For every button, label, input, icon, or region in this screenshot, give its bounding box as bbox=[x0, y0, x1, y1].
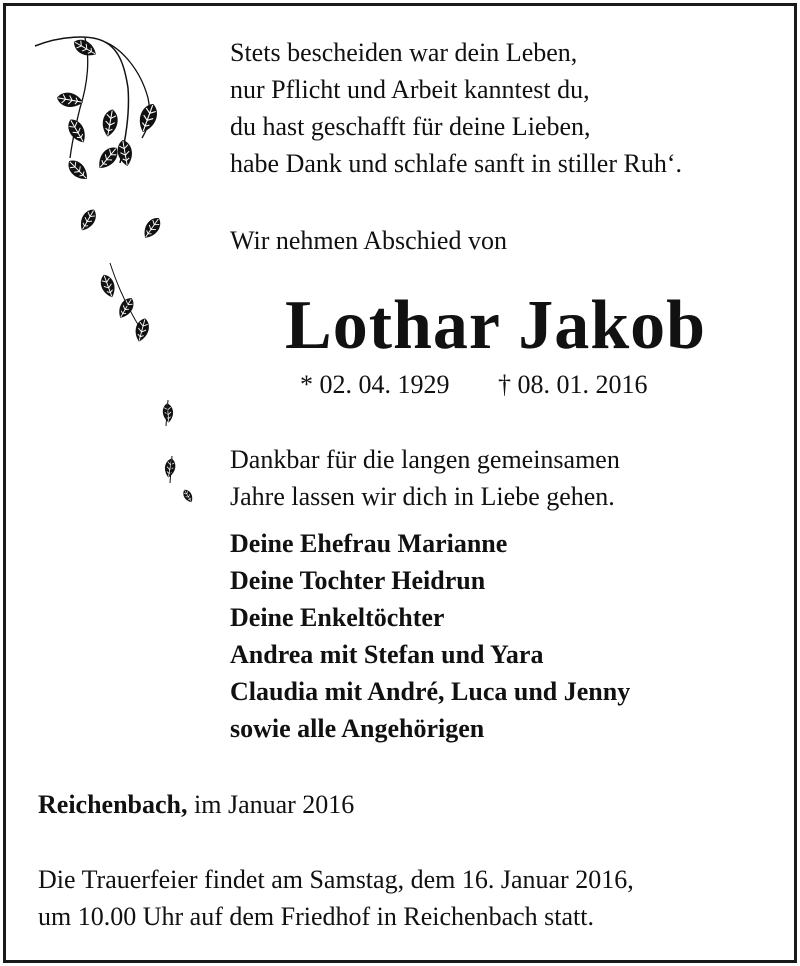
mourner-line: Deine Enkeltöchter bbox=[230, 603, 445, 632]
mourner-line: Claudia mit André, Luca und Jenny bbox=[230, 677, 631, 706]
gratitude-text bbox=[230, 441, 620, 515]
place-town: Reichenbach, bbox=[38, 790, 188, 819]
deceased-name: Lothar Jakob bbox=[285, 287, 707, 364]
death-date: † 08. 01. 2016 bbox=[498, 370, 648, 399]
mourner-line: Deine Tochter Heidrun bbox=[230, 566, 486, 595]
mourner-line: Andrea mit Stefan und Yara bbox=[230, 640, 544, 669]
poem bbox=[230, 34, 682, 182]
farewell-intro: Wir nehmen Abschied von bbox=[230, 226, 507, 255]
gratitude-line: Dankbar für die langen gemeinsamen bbox=[230, 445, 620, 474]
mourners-list bbox=[230, 525, 630, 747]
poem-line: nur Pflicht und Arbeit kanntest du, bbox=[230, 75, 590, 104]
funeral-service-info bbox=[38, 861, 634, 935]
service-line: um 10.00 Uhr auf dem Friedhof in Reichenbach statt. bbox=[38, 902, 594, 931]
mourner-line: sowie alle Angehörigen bbox=[230, 714, 485, 743]
service-line: Die Trauerfeier findet am Samstag, dem 16. Januar 2016, bbox=[38, 865, 634, 894]
poem-line: Stets bescheiden war dein Leben, bbox=[230, 38, 578, 67]
birth-date: * 02. 04. 1929 bbox=[300, 370, 450, 399]
life-dates bbox=[300, 366, 648, 403]
place-date: im Januar 2016 bbox=[194, 790, 355, 819]
poem-line: habe Dank und schlafe sanft in stiller Ruh‘. bbox=[230, 149, 682, 178]
mourner-line: Deine Ehefrau Marianne bbox=[230, 529, 508, 558]
poem-line: du hast geschafft für deine Lieben, bbox=[230, 112, 591, 141]
gratitude-line: Jahre lassen wir dich in Liebe gehen. bbox=[230, 482, 615, 511]
falling-leaves-illustration bbox=[30, 28, 200, 508]
place-and-date bbox=[38, 786, 354, 823]
